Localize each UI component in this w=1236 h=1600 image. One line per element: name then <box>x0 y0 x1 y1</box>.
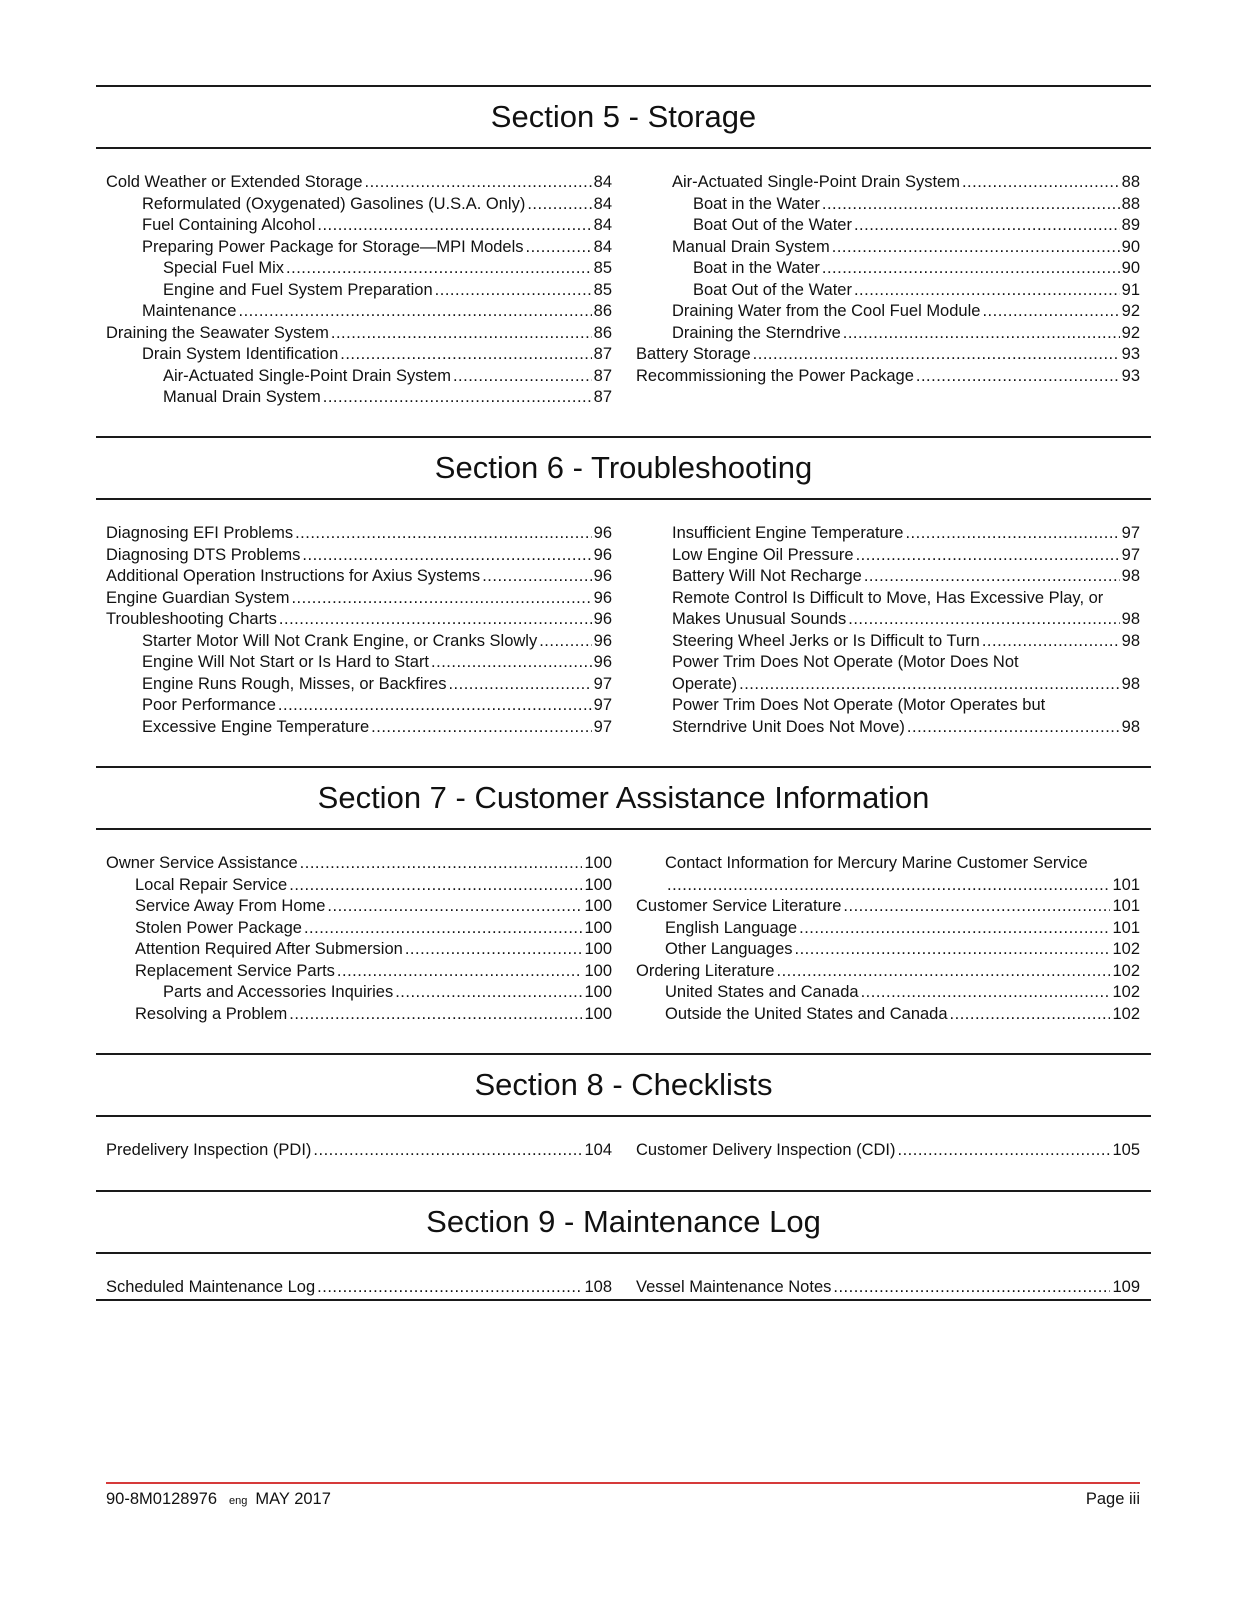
toc-entry[interactable] <box>106 695 612 717</box>
section-bottom-rule <box>96 498 1151 500</box>
toc-entry-page-number: 93 <box>1121 345 1140 363</box>
toc-entry[interactable] <box>106 588 612 610</box>
toc-entry-page-number: 101 <box>1112 918 1140 937</box>
toc-entry[interactable] <box>106 237 612 259</box>
toc-entry-title: Air-Actuated Single-Point Drain System <box>163 366 451 385</box>
toc-leader-dots <box>295 523 592 545</box>
toc-entry-title: Special Fuel Mix <box>163 259 285 277</box>
toc-entry[interactable] <box>106 545 612 567</box>
toc-entry-title: Poor Performance <box>142 696 276 714</box>
toc-leader-dots <box>795 939 1111 961</box>
toc-section-8 <box>96 1053 1151 1117</box>
toc-leader-dots <box>405 939 583 961</box>
toc-leader-dots <box>331 323 592 345</box>
toc-entry-title: Air-Actuated Single-Point Drain System <box>672 173 960 191</box>
toc-entry-page-number: 98 <box>1121 717 1140 736</box>
toc-entry[interactable] <box>106 1140 612 1162</box>
toc-left-column <box>106 172 612 409</box>
toc-entry-title: Service Away From Home <box>135 897 326 915</box>
toc-entry-title: Draining the Seawater System <box>106 323 329 342</box>
section-title: Section 6 - Troubleshooting <box>434 450 813 485</box>
toc-entry-page-number: 92 <box>1121 323 1140 342</box>
toc-entry-page-number: 93 <box>1121 366 1140 385</box>
toc-leader-dots <box>317 215 591 237</box>
toc-entry[interactable] <box>106 301 612 323</box>
toc-entry-title: Engine Runs Rough, Misses, or Backfires <box>142 674 447 693</box>
toc-entry[interactable] <box>636 194 1140 216</box>
toc-leader-dots <box>304 918 583 940</box>
toc-leader-dots <box>832 237 1120 259</box>
toc-entry[interactable] <box>106 1004 612 1026</box>
toc-leader-dots <box>323 387 592 409</box>
toc-leader-dots <box>300 853 583 875</box>
toc-entry-page-number: 84 <box>593 237 612 256</box>
toc-entry[interactable] <box>636 566 1140 588</box>
toc-entry-title: Other Languages <box>665 940 793 958</box>
toc-entry[interactable] <box>106 215 612 237</box>
toc-entry[interactable] <box>636 652 1140 674</box>
toc-entry-page-number: 87 <box>593 388 612 406</box>
toc-entry[interactable] <box>106 280 612 302</box>
toc-leader-dots <box>527 194 591 216</box>
section-bottom-rule <box>96 1115 1151 1117</box>
toc-leader-dots <box>337 961 583 983</box>
toc-entry[interactable] <box>636 896 1140 918</box>
toc-entry-page-number: 87 <box>593 345 612 363</box>
toc-entry-page-number: 96 <box>593 588 612 607</box>
toc-entry-title: Preparing Power Package for Storage—MPI Models <box>142 237 524 256</box>
toc-entry-page-number: 98 <box>1121 567 1140 585</box>
toc-leader-dots <box>371 717 591 739</box>
toc-leader-dots <box>539 631 591 653</box>
toc-entry[interactable] <box>636 301 1140 323</box>
toc-entry[interactable] <box>106 1277 612 1299</box>
toc-entry-page-number: 91 <box>1121 280 1140 299</box>
toc-entry-title: Troubleshooting Charts <box>106 610 277 628</box>
toc-entry[interactable] <box>106 939 612 961</box>
toc-leader-dots <box>289 875 582 897</box>
toc-entry[interactable] <box>636 853 1140 875</box>
toc-entry-title: Battery Storage <box>636 345 751 363</box>
closing-rule-line <box>96 1299 1151 1301</box>
toc-entry-title: Fuel Containing Alcohol <box>142 216 316 234</box>
toc-entry[interactable] <box>636 609 1140 631</box>
toc-right-column <box>636 1277 1140 1299</box>
toc-entry[interactable] <box>636 323 1140 345</box>
toc-leader-dots <box>822 258 1120 280</box>
toc-entry-title: Sterndrive Unit Does Not Move) <box>672 717 905 736</box>
toc-leader-dots <box>238 301 591 323</box>
toc-entry-page-number: 102 <box>1112 961 1140 980</box>
toc-entry-page-number: 104 <box>584 1141 612 1159</box>
toc-entry-title: Reformulated (Oxygenated) Gasolines (U.S.A. Only) <box>142 194 526 213</box>
toc-entry[interactable] <box>106 853 612 875</box>
toc-leader-dots <box>395 982 582 1004</box>
toc-entry-page-number: 96 <box>593 567 612 585</box>
toc-entry-page-number: 96 <box>593 631 612 650</box>
toc-leader-dots <box>317 1277 582 1299</box>
toc-leader-dots <box>982 631 1120 653</box>
toc-left-column <box>106 1277 612 1299</box>
toc-entry[interactable] <box>106 323 612 345</box>
toc-entry-page-number: 102 <box>1112 940 1140 958</box>
toc-entry[interactable] <box>636 982 1140 1004</box>
toc-leader-dots <box>289 1004 582 1026</box>
toc-entry-title: Boat in the Water <box>693 259 820 277</box>
toc-entry-title: Stolen Power Package <box>135 918 302 937</box>
toc-entry-page-number: 97 <box>1121 545 1140 564</box>
toc-entry-title: Engine and Fuel System Preparation <box>163 280 433 299</box>
toc-leader-dots <box>340 344 591 366</box>
toc-leader-dots <box>861 982 1111 1004</box>
toc-entry-page-number: 100 <box>584 854 612 872</box>
toc-leader-dots <box>286 258 592 280</box>
section-title: Section 7 - Customer Assistance Information <box>317 780 930 815</box>
toc-entry-title: Cold Weather or Extended Storage <box>106 173 363 191</box>
toc-leader-dots <box>302 545 591 567</box>
toc-entry-page-number: 101 <box>1112 875 1140 894</box>
toc-entry-page-number: 88 <box>1121 173 1140 191</box>
toc-entry[interactable] <box>636 545 1140 567</box>
toc-entry-page-number: 96 <box>593 524 612 542</box>
toc-leader-dots <box>526 237 592 259</box>
toc-entry[interactable] <box>636 1004 1140 1026</box>
toc-entry[interactable] <box>636 961 1140 983</box>
toc-right-column <box>636 1140 1140 1162</box>
toc-entry-title: Manual Drain System <box>163 388 321 406</box>
footer-right <box>1086 1484 1140 1514</box>
toc-left-column <box>106 853 612 1025</box>
toc-entry[interactable] <box>106 717 612 739</box>
toc-leader-dots <box>864 566 1120 588</box>
toc-entry[interactable] <box>636 695 1140 717</box>
toc-section-6 <box>96 436 1151 500</box>
footer-row <box>106 1484 1140 1514</box>
toc-entry-page-number: 88 <box>1121 194 1140 213</box>
language-code: eng <box>229 1495 248 1507</box>
toc-entry[interactable] <box>636 215 1140 237</box>
toc-leader-dots <box>453 366 592 388</box>
toc-leader-dots <box>962 172 1120 194</box>
toc-entry[interactable] <box>106 982 612 1004</box>
toc-entry-page-number: 105 <box>1112 1141 1140 1159</box>
toc-entry-title: Ordering Literature <box>636 961 775 980</box>
toc-entry[interactable] <box>636 1140 1140 1162</box>
toc-entry[interactable] <box>636 674 1140 696</box>
document-number: 90-8M0128976 <box>106 1490 218 1508</box>
section-title: Section 5 - Storage <box>490 99 757 134</box>
toc-entry-page-number: 98 <box>1121 610 1140 628</box>
toc-entry[interactable] <box>636 366 1140 388</box>
toc-entry[interactable] <box>106 961 612 983</box>
toc-leader-dots <box>799 918 1110 940</box>
page-label: Page <box>1085 1490 1125 1508</box>
section-title: Section 8 - Checklists <box>474 1067 773 1102</box>
toc-entry-title: Boat Out of the Water <box>693 280 852 299</box>
toc-leader-dots <box>482 566 591 588</box>
toc-leader-dots <box>843 323 1120 345</box>
toc-leader-dots <box>982 301 1119 323</box>
toc-leader-dots <box>753 344 1120 366</box>
toc-entry-page-number: 100 <box>584 875 612 894</box>
toc-entry-title: Steering Wheel Jerks or Is Difficult to Turn <box>672 631 980 650</box>
toc-leader-dots <box>739 674 1120 696</box>
toc-entry[interactable] <box>106 875 612 897</box>
toc-leader-dots <box>327 896 582 918</box>
toc-right-column <box>636 172 1140 387</box>
toc-entry[interactable] <box>636 939 1140 961</box>
toc-entry[interactable] <box>636 237 1140 259</box>
toc-entry-page-number: 97 <box>593 674 612 693</box>
toc-section-7 <box>96 766 1151 830</box>
toc-leader-dots <box>848 609 1119 631</box>
toc-leader-dots <box>291 588 591 610</box>
toc-entry[interactable] <box>636 172 1140 194</box>
toc-entry-title: Replacement Service Parts <box>135 961 335 980</box>
toc-entry-title: Additional Operation Instructions for Axius Systems <box>106 567 481 585</box>
toc-entry[interactable] <box>106 344 612 366</box>
toc-entry-page-number: 109 <box>1112 1278 1140 1296</box>
toc-leader-dots <box>313 1140 582 1162</box>
toc-entry-title: Contact Information for Mercury Marine Customer Service <box>665 854 1088 872</box>
toc-leader-dots <box>950 1004 1111 1026</box>
toc-entry-page-number: 100 <box>584 940 612 958</box>
toc-entry-page-number: 98 <box>1121 674 1140 693</box>
section-bottom-rule <box>96 828 1151 830</box>
toc-entry-title: Maintenance <box>142 302 237 320</box>
toc-entry-title: Parts and Accessories Inquiries <box>163 983 394 1001</box>
toc-entry-title: Operate) <box>672 674 738 693</box>
toc-entry-page-number: 101 <box>1112 897 1140 915</box>
toc-entry[interactable] <box>636 523 1140 545</box>
toc-entry-page-number: 84 <box>593 194 612 213</box>
toc-section-9 <box>96 1190 1151 1254</box>
toc-entry[interactable] <box>106 366 612 388</box>
toc-entry[interactable] <box>636 258 1140 280</box>
toc-entry-title: Power Trim Does Not Operate (Motor Operates but <box>672 696 1046 714</box>
toc-entry[interactable] <box>636 717 1140 739</box>
toc-entry[interactable] <box>636 588 1140 610</box>
publication-date: MAY 2017 <box>255 1490 331 1508</box>
toc-leader-dots <box>916 366 1120 388</box>
toc-leader-dots <box>448 674 591 696</box>
toc-leader-dots <box>278 695 592 717</box>
toc-entry[interactable] <box>636 1277 1140 1299</box>
toc-entry-title: Local Repair Service <box>135 875 288 894</box>
toc-entry-page-number: 97 <box>593 696 612 714</box>
toc-entry-title: Insufficient Engine Temperature <box>672 524 904 542</box>
toc-entry-page-number: 84 <box>593 173 612 191</box>
toc-entry-title: Draining the Sterndrive <box>672 323 841 342</box>
section-closing-rule <box>96 1299 1151 1301</box>
toc-entry[interactable] <box>106 631 612 653</box>
toc-entry-title: Attention Required After Submersion <box>135 940 403 958</box>
toc-entry[interactable] <box>636 631 1140 653</box>
toc-entry[interactable] <box>106 566 612 588</box>
toc-entry-title: Boat in the Water <box>693 194 820 213</box>
toc-leader-dots <box>777 961 1111 983</box>
toc-entry-page-number: 89 <box>1121 216 1140 234</box>
toc-entry-page-number: 100 <box>584 897 612 915</box>
toc-entry-page-number: 92 <box>1121 302 1140 320</box>
toc-left-column <box>106 523 612 738</box>
toc-entry-title: Remote Control Is Difficult to Move, Has Excessive Play, or <box>672 588 1104 607</box>
toc-entry-title: Draining Water from the Cool Fuel Module <box>672 302 981 320</box>
toc-entry[interactable] <box>106 674 612 696</box>
toc-leader-dots <box>279 609 592 631</box>
toc-leader-dots <box>822 194 1120 216</box>
toc-entry-page-number: 90 <box>1121 259 1140 277</box>
toc-entry[interactable] <box>636 344 1140 366</box>
toc-leader-dots <box>898 1140 1111 1162</box>
toc-leader-dots <box>833 1277 1110 1299</box>
toc-leader-dots <box>907 717 1120 739</box>
toc-entry-title: Power Trim Does Not Operate (Motor Does Not <box>672 653 1019 671</box>
toc-entry-title: Boat Out of the Water <box>693 216 852 234</box>
toc-entry-title: Vessel Maintenance Notes <box>636 1278 832 1296</box>
section-bottom-rule <box>96 147 1151 149</box>
toc-entry-title: Diagnosing EFI Problems <box>106 524 294 542</box>
toc-entry-page-number: 86 <box>593 323 612 342</box>
toc-entry[interactable] <box>106 258 612 280</box>
toc-entry[interactable] <box>106 896 612 918</box>
toc-entry[interactable] <box>106 523 612 545</box>
toc-entry-page-number: 102 <box>1112 1004 1140 1023</box>
toc-entry-page-number: 108 <box>584 1278 612 1296</box>
toc-entry-page-number: 100 <box>584 961 612 980</box>
toc-entry-page-number: 97 <box>1121 524 1140 542</box>
toc-leader-dots <box>854 280 1120 302</box>
toc-entry-title: Diagnosing DTS Problems <box>106 545 301 564</box>
toc-entry-page-number: 85 <box>593 259 612 277</box>
toc-section-5 <box>96 85 1151 149</box>
toc-entry-title: Makes Unusual Sounds <box>672 610 847 628</box>
toc-entry-title: Customer Service Literature <box>636 897 842 915</box>
toc-entry[interactable] <box>106 918 612 940</box>
toc-entry[interactable] <box>636 875 1140 897</box>
toc-entry-page-number: 97 <box>593 717 612 736</box>
toc-entry-title: Starter Motor Will Not Crank Engine, or Cranks Slowly <box>142 631 538 650</box>
toc-entry-title: Outside the United States and Canada <box>665 1004 948 1023</box>
toc-entry[interactable] <box>106 387 612 409</box>
toc-entry-title: Battery Will Not Recharge <box>672 567 862 585</box>
toc-entry-page-number: 90 <box>1121 237 1140 256</box>
toc-entry-title: Engine Guardian System <box>106 588 290 607</box>
toc-entry-title: Scheduled Maintenance Log <box>106 1278 316 1296</box>
toc-entry-title: Recommissioning the Power Package <box>636 366 914 385</box>
toc-entry-page-number: 86 <box>593 302 612 320</box>
toc-entry[interactable] <box>106 652 612 674</box>
toc-entry-page-number: 85 <box>593 280 612 299</box>
toc-leader-dots <box>435 280 592 302</box>
toc-entry-page-number: 100 <box>584 1004 612 1023</box>
toc-leader-dots <box>667 875 1110 897</box>
toc-left-column <box>106 1140 612 1162</box>
toc-entry-title: Excessive Engine Temperature <box>142 717 370 736</box>
footer-left <box>106 1484 331 1516</box>
toc-entry-title: English Language <box>665 918 798 937</box>
section-bottom-rule <box>96 1252 1151 1254</box>
toc-entry-page-number: 98 <box>1121 631 1140 650</box>
toc-leader-dots <box>843 896 1110 918</box>
toc-entry-page-number: 102 <box>1112 983 1140 1001</box>
toc-entry[interactable] <box>106 194 612 216</box>
section-title: Section 9 - Maintenance Log <box>426 1204 821 1239</box>
toc-entry-title: Predelivery Inspection (PDI) <box>106 1141 312 1159</box>
toc-entry-title: Engine Will Not Start or Is Hard to Start <box>142 653 430 671</box>
toc-entry-page-number: 96 <box>593 610 612 628</box>
toc-leader-dots <box>365 172 592 194</box>
toc-entry-page-number: 96 <box>593 545 612 564</box>
toc-entry-title: Owner Service Assistance <box>106 854 298 872</box>
toc-entry-title: United States and Canada <box>665 983 859 1001</box>
toc-entry-page-number: 100 <box>584 983 612 1001</box>
toc-entry-title: Drain System Identification <box>142 345 339 363</box>
page-footer <box>106 1482 1140 1514</box>
toc-right-column <box>636 523 1140 738</box>
toc-entry-title: Resolving a Problem <box>135 1004 288 1023</box>
toc-entry-title: Manual Drain System <box>672 237 830 256</box>
toc-entry-title: Low Engine Oil Pressure <box>672 545 854 564</box>
toc-right-column <box>636 853 1140 1025</box>
page-number: iii <box>1129 1490 1140 1508</box>
toc-entry-title: Customer Delivery Inspection (CDI) <box>636 1141 896 1159</box>
toc-leader-dots <box>905 523 1119 545</box>
toc-entry[interactable] <box>636 280 1140 302</box>
toc-entry-page-number: 84 <box>593 216 612 234</box>
toc-entry[interactable] <box>106 609 612 631</box>
toc-entry[interactable] <box>636 918 1140 940</box>
toc-entry-page-number: 96 <box>593 653 612 671</box>
toc-leader-dots <box>854 215 1120 237</box>
toc-leader-dots <box>856 545 1120 567</box>
toc-entry[interactable] <box>106 172 612 194</box>
toc-leader-dots <box>431 652 592 674</box>
toc-entry-page-number: 87 <box>593 366 612 385</box>
toc-entry-page-number: 100 <box>584 918 612 937</box>
